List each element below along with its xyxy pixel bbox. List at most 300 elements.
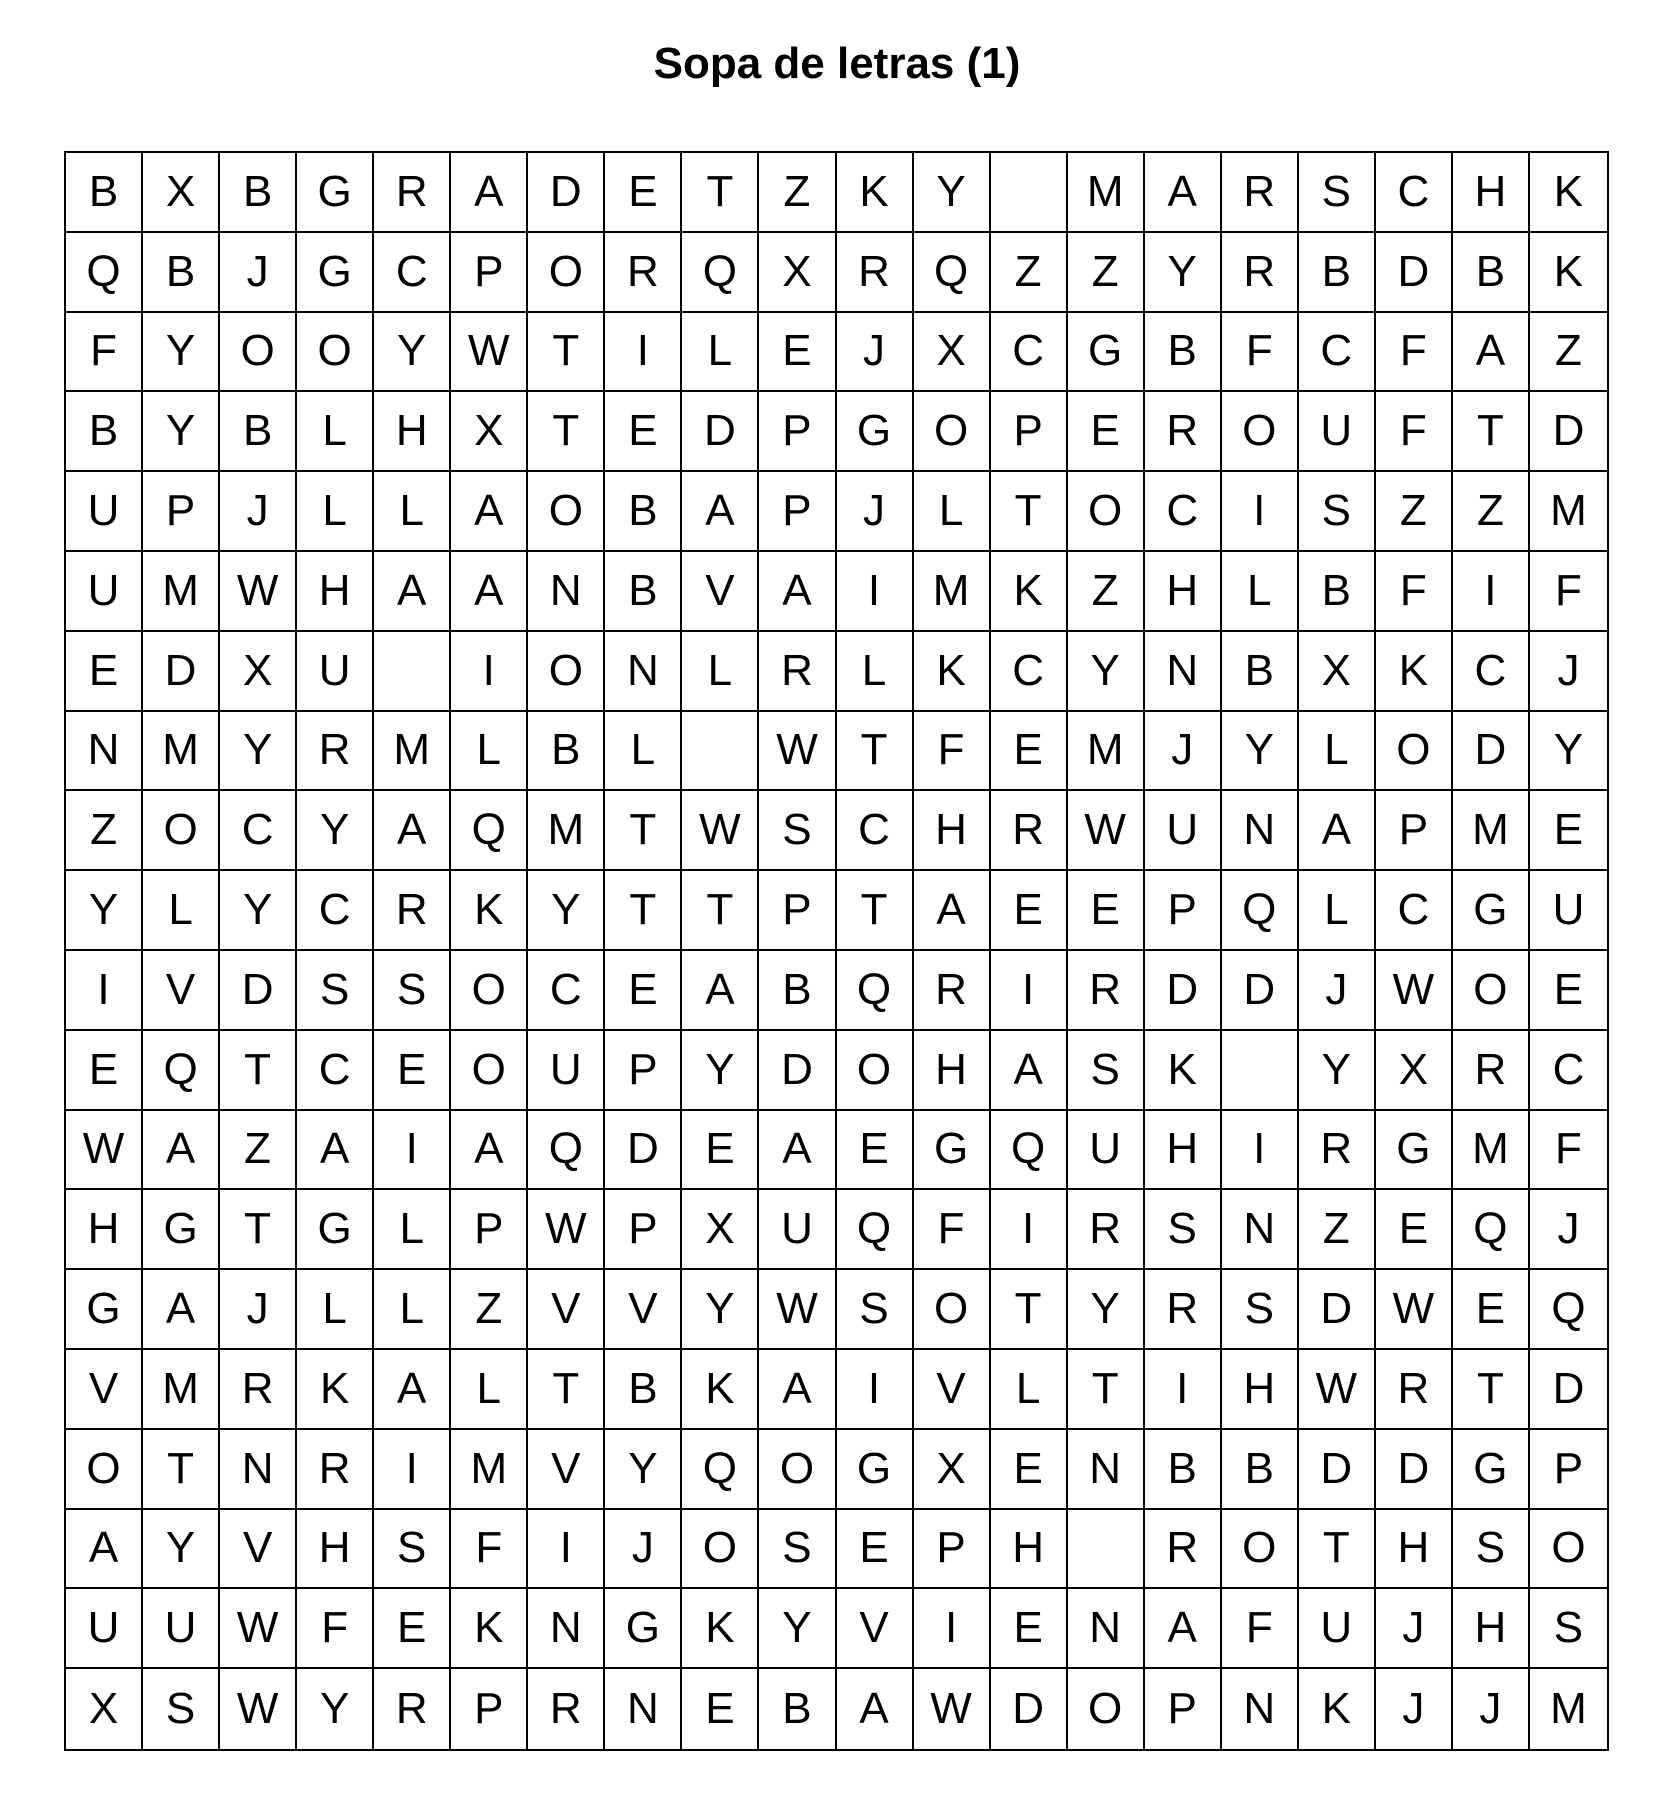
grid-cell[interactable]: E bbox=[374, 1031, 451, 1111]
grid-cell[interactable]: R bbox=[1068, 1190, 1145, 1270]
grid-cell[interactable]: X bbox=[66, 1669, 143, 1749]
grid-cell[interactable]: D bbox=[1453, 712, 1530, 792]
grid-cell[interactable]: E bbox=[991, 871, 1068, 951]
grid-cell[interactable]: P bbox=[605, 1031, 682, 1111]
grid-cell[interactable]: M bbox=[1068, 153, 1145, 233]
grid-cell[interactable]: D bbox=[605, 1111, 682, 1191]
grid-cell[interactable]: D bbox=[1376, 1430, 1453, 1510]
grid-cell[interactable]: Z bbox=[1068, 552, 1145, 632]
grid-cell[interactable]: V bbox=[914, 1350, 991, 1430]
grid-cell[interactable]: E bbox=[66, 1031, 143, 1111]
grid-cell[interactable]: V bbox=[682, 552, 759, 632]
grid-cell[interactable]: B bbox=[220, 392, 297, 472]
grid-cell[interactable]: Z bbox=[220, 1111, 297, 1191]
grid-cell[interactable]: I bbox=[605, 313, 682, 393]
grid-cell[interactable]: P bbox=[759, 472, 836, 552]
grid-cell[interactable]: I bbox=[991, 951, 1068, 1031]
grid-cell[interactable]: A bbox=[914, 871, 991, 951]
grid-cell[interactable]: K bbox=[1299, 1669, 1376, 1749]
grid-cell[interactable]: W bbox=[1376, 951, 1453, 1031]
grid-cell[interactable]: J bbox=[1376, 1589, 1453, 1669]
grid-cell[interactable]: D bbox=[682, 392, 759, 472]
grid-cell[interactable]: P bbox=[1145, 1669, 1222, 1749]
grid-cell[interactable]: E bbox=[759, 313, 836, 393]
grid-cell[interactable]: U bbox=[66, 472, 143, 552]
grid-cell[interactable]: N bbox=[1222, 1669, 1299, 1749]
grid-cell[interactable]: Z bbox=[759, 153, 836, 233]
grid-cell[interactable]: B bbox=[605, 1350, 682, 1430]
grid-cell[interactable]: R bbox=[1145, 1270, 1222, 1350]
grid-cell[interactable]: L bbox=[374, 1190, 451, 1270]
grid-cell[interactable]: H bbox=[914, 1031, 991, 1111]
grid-cell[interactable]: M bbox=[1453, 1111, 1530, 1191]
grid-cell[interactable]: H bbox=[297, 1510, 374, 1590]
grid-cell[interactable]: Y bbox=[1068, 1270, 1145, 1350]
grid-cell[interactable]: C bbox=[991, 313, 1068, 393]
grid-cell[interactable]: M bbox=[143, 552, 220, 632]
grid-cell[interactable]: B bbox=[66, 392, 143, 472]
grid-cell[interactable]: T bbox=[1299, 1510, 1376, 1590]
grid-cell[interactable]: F bbox=[1222, 313, 1299, 393]
grid-cell[interactable]: C bbox=[1376, 871, 1453, 951]
grid-cell[interactable]: A bbox=[682, 472, 759, 552]
grid-cell[interactable]: F bbox=[914, 1190, 991, 1270]
grid-cell[interactable]: S bbox=[1068, 1031, 1145, 1111]
grid-cell[interactable]: A bbox=[1145, 1589, 1222, 1669]
grid-cell[interactable]: J bbox=[1376, 1669, 1453, 1749]
grid-cell[interactable]: F bbox=[451, 1510, 528, 1590]
grid-cell[interactable]: K bbox=[914, 632, 991, 712]
grid-cell[interactable]: A bbox=[451, 552, 528, 632]
grid-cell[interactable]: H bbox=[1145, 1111, 1222, 1191]
grid-cell[interactable]: U bbox=[297, 632, 374, 712]
grid-cell[interactable]: Q bbox=[682, 233, 759, 313]
grid-cell[interactable]: M bbox=[1453, 791, 1530, 871]
grid-cell[interactable]: R bbox=[837, 233, 914, 313]
grid-cell[interactable]: E bbox=[605, 153, 682, 233]
grid-cell[interactable]: I bbox=[451, 632, 528, 712]
grid-cell[interactable]: Y bbox=[143, 313, 220, 393]
grid-cell[interactable]: B bbox=[66, 153, 143, 233]
grid-cell[interactable]: R bbox=[1145, 392, 1222, 472]
grid-cell[interactable]: O bbox=[297, 313, 374, 393]
grid-cell[interactable]: Q bbox=[66, 233, 143, 313]
grid-cell[interactable]: T bbox=[220, 1031, 297, 1111]
grid-cell[interactable]: Q bbox=[837, 951, 914, 1031]
grid-cell[interactable]: E bbox=[682, 1111, 759, 1191]
grid-cell[interactable]: K bbox=[1530, 153, 1607, 233]
grid-cell[interactable]: Y bbox=[1299, 1031, 1376, 1111]
grid-cell[interactable]: A bbox=[66, 1510, 143, 1590]
grid-cell[interactable]: N bbox=[1222, 1190, 1299, 1270]
grid-cell[interactable]: W bbox=[682, 791, 759, 871]
grid-cell[interactable]: E bbox=[66, 632, 143, 712]
grid-cell[interactable]: K bbox=[991, 552, 1068, 632]
grid-cell[interactable]: T bbox=[1453, 392, 1530, 472]
grid-cell[interactable]: I bbox=[1222, 1111, 1299, 1191]
grid-cell[interactable]: Q bbox=[1222, 871, 1299, 951]
grid-cell[interactable]: G bbox=[914, 1111, 991, 1191]
grid-cell[interactable]: R bbox=[297, 712, 374, 792]
grid-cell[interactable]: V bbox=[143, 951, 220, 1031]
grid-cell[interactable]: O bbox=[451, 951, 528, 1031]
grid-cell[interactable]: G bbox=[297, 233, 374, 313]
grid-cell[interactable] bbox=[374, 632, 451, 712]
grid-cell[interactable]: L bbox=[1222, 552, 1299, 632]
grid-cell[interactable]: B bbox=[1145, 1430, 1222, 1510]
grid-cell[interactable]: W bbox=[1068, 791, 1145, 871]
grid-cell[interactable]: G bbox=[1453, 871, 1530, 951]
grid-cell[interactable]: K bbox=[1530, 233, 1607, 313]
grid-cell[interactable]: T bbox=[1453, 1350, 1530, 1430]
grid-cell[interactable]: Z bbox=[451, 1270, 528, 1350]
grid-cell[interactable]: O bbox=[528, 233, 605, 313]
grid-cell[interactable]: F bbox=[66, 313, 143, 393]
grid-cell[interactable]: R bbox=[374, 153, 451, 233]
grid-cell[interactable]: U bbox=[528, 1031, 605, 1111]
grid-cell[interactable]: X bbox=[1299, 632, 1376, 712]
grid-cell[interactable]: V bbox=[528, 1270, 605, 1350]
grid-cell[interactable]: S bbox=[759, 1510, 836, 1590]
grid-cell[interactable]: Z bbox=[1068, 233, 1145, 313]
grid-cell[interactable]: S bbox=[759, 791, 836, 871]
grid-cell[interactable]: P bbox=[451, 233, 528, 313]
grid-cell[interactable]: W bbox=[1299, 1350, 1376, 1430]
grid-cell[interactable]: T bbox=[991, 472, 1068, 552]
grid-cell[interactable]: W bbox=[528, 1190, 605, 1270]
grid-cell[interactable]: T bbox=[528, 1350, 605, 1430]
grid-cell[interactable]: U bbox=[143, 1589, 220, 1669]
grid-cell[interactable]: L bbox=[451, 712, 528, 792]
grid-cell[interactable]: I bbox=[837, 1350, 914, 1430]
grid-cell[interactable]: C bbox=[1530, 1031, 1607, 1111]
grid-cell[interactable]: Z bbox=[1376, 472, 1453, 552]
grid-cell[interactable]: X bbox=[1376, 1031, 1453, 1111]
grid-cell[interactable]: E bbox=[991, 1589, 1068, 1669]
grid-cell[interactable]: H bbox=[914, 791, 991, 871]
grid-cell[interactable]: P bbox=[759, 871, 836, 951]
grid-cell[interactable]: U bbox=[66, 552, 143, 632]
grid-cell[interactable]: P bbox=[143, 472, 220, 552]
grid-cell[interactable]: A bbox=[374, 1350, 451, 1430]
grid-cell[interactable]: J bbox=[1530, 1190, 1607, 1270]
grid-cell[interactable]: B bbox=[605, 472, 682, 552]
grid-cell[interactable]: I bbox=[1222, 472, 1299, 552]
grid-cell[interactable]: J bbox=[1145, 712, 1222, 792]
grid-cell[interactable]: V bbox=[605, 1270, 682, 1350]
grid-cell[interactable]: R bbox=[1453, 1031, 1530, 1111]
grid-cell[interactable]: A bbox=[451, 472, 528, 552]
grid-cell[interactable]: N bbox=[528, 552, 605, 632]
grid-cell[interactable]: S bbox=[1453, 1510, 1530, 1590]
grid-cell[interactable]: B bbox=[759, 951, 836, 1031]
grid-cell[interactable]: O bbox=[1453, 951, 1530, 1031]
grid-cell[interactable]: X bbox=[914, 1430, 991, 1510]
grid-cell[interactable]: N bbox=[605, 1669, 682, 1749]
grid-cell[interactable]: R bbox=[1145, 1510, 1222, 1590]
grid-cell[interactable]: X bbox=[220, 632, 297, 712]
grid-cell[interactable]: T bbox=[682, 153, 759, 233]
grid-cell[interactable]: U bbox=[1299, 1589, 1376, 1669]
grid-cell[interactable]: Y bbox=[297, 1669, 374, 1749]
grid-cell[interactable]: A bbox=[837, 1669, 914, 1749]
grid-cell[interactable]: R bbox=[605, 233, 682, 313]
grid-cell[interactable]: F bbox=[914, 712, 991, 792]
grid-cell[interactable]: C bbox=[220, 791, 297, 871]
grid-cell[interactable]: V bbox=[528, 1430, 605, 1510]
grid-cell[interactable]: O bbox=[914, 392, 991, 472]
grid-cell[interactable]: Q bbox=[1530, 1270, 1607, 1350]
grid-cell[interactable]: R bbox=[914, 951, 991, 1031]
grid-cell[interactable]: C bbox=[991, 632, 1068, 712]
grid-cell[interactable]: Q bbox=[914, 233, 991, 313]
grid-cell[interactable]: S bbox=[374, 1510, 451, 1590]
grid-cell[interactable]: Q bbox=[1453, 1190, 1530, 1270]
grid-cell[interactable]: L bbox=[1299, 871, 1376, 951]
grid-cell[interactable]: H bbox=[297, 552, 374, 632]
grid-cell[interactable]: E bbox=[991, 1430, 1068, 1510]
grid-cell[interactable]: R bbox=[297, 1430, 374, 1510]
grid-cell[interactable]: W bbox=[1376, 1270, 1453, 1350]
grid-cell[interactable]: W bbox=[451, 313, 528, 393]
grid-cell[interactable]: K bbox=[297, 1350, 374, 1430]
grid-cell[interactable] bbox=[991, 153, 1068, 233]
grid-cell[interactable]: S bbox=[143, 1669, 220, 1749]
grid-cell[interactable]: I bbox=[914, 1589, 991, 1669]
grid-cell[interactable]: A bbox=[297, 1111, 374, 1191]
grid-cell[interactable]: A bbox=[759, 1111, 836, 1191]
grid-cell[interactable]: L bbox=[143, 871, 220, 951]
grid-cell[interactable]: Y bbox=[759, 1589, 836, 1669]
grid-cell[interactable]: I bbox=[374, 1430, 451, 1510]
grid-cell[interactable]: Q bbox=[682, 1430, 759, 1510]
grid-cell[interactable]: K bbox=[451, 1589, 528, 1669]
grid-cell[interactable]: Y bbox=[220, 712, 297, 792]
grid-cell[interactable]: W bbox=[66, 1111, 143, 1191]
grid-cell[interactable]: B bbox=[1299, 552, 1376, 632]
grid-cell[interactable]: M bbox=[143, 712, 220, 792]
grid-cell[interactable]: R bbox=[374, 1669, 451, 1749]
grid-cell[interactable]: I bbox=[66, 951, 143, 1031]
grid-cell[interactable]: T bbox=[837, 871, 914, 951]
grid-cell[interactable]: D bbox=[143, 632, 220, 712]
grid-cell[interactable]: M bbox=[451, 1430, 528, 1510]
grid-cell[interactable]: R bbox=[759, 632, 836, 712]
grid-cell[interactable]: Y bbox=[1068, 632, 1145, 712]
grid-cell[interactable]: A bbox=[991, 1031, 1068, 1111]
grid-cell[interactable]: G bbox=[143, 1190, 220, 1270]
grid-cell[interactable]: B bbox=[1145, 313, 1222, 393]
grid-cell[interactable]: O bbox=[682, 1510, 759, 1590]
grid-cell[interactable]: K bbox=[1376, 632, 1453, 712]
grid-cell[interactable]: Z bbox=[1453, 472, 1530, 552]
grid-cell[interactable]: F bbox=[1376, 313, 1453, 393]
grid-cell[interactable]: H bbox=[374, 392, 451, 472]
grid-cell[interactable]: X bbox=[759, 233, 836, 313]
grid-cell[interactable]: V bbox=[66, 1350, 143, 1430]
grid-cell[interactable]: R bbox=[1068, 951, 1145, 1031]
grid-cell[interactable]: C bbox=[528, 951, 605, 1031]
grid-cell[interactable]: J bbox=[1453, 1669, 1530, 1749]
grid-cell[interactable]: T bbox=[605, 791, 682, 871]
grid-cell[interactable]: S bbox=[1299, 472, 1376, 552]
grid-cell[interactable] bbox=[682, 712, 759, 792]
grid-cell[interactable]: W bbox=[220, 552, 297, 632]
grid-cell[interactable]: U bbox=[1145, 791, 1222, 871]
grid-cell[interactable]: G bbox=[605, 1589, 682, 1669]
grid-cell[interactable]: Y bbox=[220, 871, 297, 951]
grid-cell[interactable]: D bbox=[528, 153, 605, 233]
grid-cell[interactable]: O bbox=[1530, 1510, 1607, 1590]
grid-cell[interactable]: A bbox=[1145, 153, 1222, 233]
grid-cell[interactable]: W bbox=[914, 1669, 991, 1749]
grid-cell[interactable]: K bbox=[682, 1350, 759, 1430]
grid-cell[interactable]: J bbox=[220, 233, 297, 313]
grid-cell[interactable]: F bbox=[1530, 552, 1607, 632]
grid-cell[interactable]: R bbox=[1299, 1111, 1376, 1191]
grid-cell[interactable]: E bbox=[374, 1589, 451, 1669]
grid-cell[interactable]: N bbox=[1068, 1589, 1145, 1669]
grid-cell[interactable]: G bbox=[1376, 1111, 1453, 1191]
grid-cell[interactable]: U bbox=[1068, 1111, 1145, 1191]
grid-cell[interactable]: T bbox=[1068, 1350, 1145, 1430]
grid-cell[interactable]: L bbox=[914, 472, 991, 552]
grid-cell[interactable]: E bbox=[991, 712, 1068, 792]
grid-cell[interactable]: N bbox=[1145, 632, 1222, 712]
grid-cell[interactable]: V bbox=[837, 1589, 914, 1669]
grid-cell[interactable]: B bbox=[1222, 632, 1299, 712]
grid-cell[interactable]: N bbox=[66, 712, 143, 792]
grid-cell[interactable]: L bbox=[297, 472, 374, 552]
grid-cell[interactable]: C bbox=[297, 871, 374, 951]
grid-cell[interactable]: T bbox=[220, 1190, 297, 1270]
grid-cell[interactable]: Y bbox=[605, 1430, 682, 1510]
grid-cell[interactable]: M bbox=[914, 552, 991, 632]
grid-cell[interactable]: H bbox=[1222, 1350, 1299, 1430]
grid-cell[interactable]: P bbox=[1145, 871, 1222, 951]
grid-cell[interactable]: I bbox=[528, 1510, 605, 1590]
grid-cell[interactable]: R bbox=[374, 871, 451, 951]
grid-cell[interactable]: L bbox=[297, 392, 374, 472]
grid-cell[interactable]: Y bbox=[914, 153, 991, 233]
grid-cell[interactable]: W bbox=[759, 1270, 836, 1350]
grid-cell[interactable]: Z bbox=[1299, 1190, 1376, 1270]
grid-cell[interactable]: P bbox=[451, 1190, 528, 1270]
grid-cell[interactable]: R bbox=[991, 791, 1068, 871]
grid-cell[interactable]: B bbox=[605, 552, 682, 632]
grid-cell[interactable]: Z bbox=[1530, 313, 1607, 393]
grid-cell[interactable]: F bbox=[1222, 1589, 1299, 1669]
grid-cell[interactable]: K bbox=[1145, 1031, 1222, 1111]
grid-cell[interactable]: O bbox=[1376, 712, 1453, 792]
grid-cell[interactable]: U bbox=[1299, 392, 1376, 472]
grid-cell[interactable]: H bbox=[1376, 1510, 1453, 1590]
grid-cell[interactable]: I bbox=[1453, 552, 1530, 632]
grid-cell[interactable] bbox=[1222, 1031, 1299, 1111]
grid-cell[interactable]: M bbox=[528, 791, 605, 871]
grid-cell[interactable]: X bbox=[451, 392, 528, 472]
grid-cell[interactable]: F bbox=[1530, 1111, 1607, 1191]
grid-cell[interactable]: E bbox=[682, 1669, 759, 1749]
grid-cell[interactable]: G bbox=[1453, 1430, 1530, 1510]
grid-cell[interactable]: B bbox=[759, 1669, 836, 1749]
grid-cell[interactable]: F bbox=[1376, 552, 1453, 632]
grid-cell[interactable]: D bbox=[759, 1031, 836, 1111]
grid-cell[interactable]: Y bbox=[682, 1270, 759, 1350]
grid-cell[interactable]: G bbox=[837, 392, 914, 472]
grid-cell[interactable]: T bbox=[528, 392, 605, 472]
grid-cell[interactable]: B bbox=[143, 233, 220, 313]
grid-cell[interactable]: N bbox=[1222, 791, 1299, 871]
grid-cell[interactable]: K bbox=[837, 153, 914, 233]
grid-cell[interactable]: L bbox=[451, 1350, 528, 1430]
grid-cell[interactable]: W bbox=[220, 1669, 297, 1749]
grid-cell[interactable]: T bbox=[991, 1270, 1068, 1350]
grid-cell[interactable]: T bbox=[837, 712, 914, 792]
grid-cell[interactable]: N bbox=[605, 632, 682, 712]
grid-cell[interactable]: N bbox=[1068, 1430, 1145, 1510]
grid-cell[interactable]: Y bbox=[297, 791, 374, 871]
grid-cell[interactable]: S bbox=[1299, 153, 1376, 233]
grid-cell[interactable]: M bbox=[1550, 1684, 1587, 1734]
grid-cell[interactable]: P bbox=[759, 392, 836, 472]
grid-cell[interactable]: H bbox=[66, 1190, 143, 1270]
grid-cell[interactable]: A bbox=[1453, 313, 1530, 393]
grid-cell[interactable]: U bbox=[1530, 871, 1607, 951]
grid-cell[interactable]: W bbox=[220, 1589, 297, 1669]
grid-cell[interactable]: A bbox=[451, 153, 528, 233]
grid-cell[interactable]: Y bbox=[1530, 712, 1607, 792]
grid-cell[interactable]: D bbox=[991, 1669, 1068, 1749]
grid-cell[interactable]: S bbox=[1530, 1589, 1607, 1669]
grid-cell[interactable]: J bbox=[837, 313, 914, 393]
grid-cell[interactable]: C bbox=[1376, 153, 1453, 233]
grid-cell[interactable]: A bbox=[682, 951, 759, 1031]
grid-cell[interactable]: F bbox=[1376, 392, 1453, 472]
grid-cell[interactable]: C bbox=[1453, 632, 1530, 712]
grid-cell[interactable]: O bbox=[1068, 472, 1145, 552]
grid-cell[interactable]: D bbox=[1222, 951, 1299, 1031]
grid-cell[interactable]: L bbox=[374, 472, 451, 552]
grid-cell[interactable]: C bbox=[374, 233, 451, 313]
grid-cell[interactable]: B bbox=[1299, 233, 1376, 313]
grid-cell[interactable]: I bbox=[991, 1190, 1068, 1270]
grid-cell[interactable]: S bbox=[1222, 1270, 1299, 1350]
grid-cell[interactable]: F bbox=[297, 1589, 374, 1669]
grid-cell[interactable]: R bbox=[1222, 153, 1299, 233]
grid-cell[interactable]: Y bbox=[66, 871, 143, 951]
grid-cell[interactable]: L bbox=[374, 1270, 451, 1350]
grid-cell[interactable]: Q bbox=[991, 1111, 1068, 1191]
grid-cell[interactable]: A bbox=[451, 1111, 528, 1191]
grid-cell[interactable]: M bbox=[374, 712, 451, 792]
grid-cell[interactable]: M bbox=[1530, 472, 1607, 552]
grid-cell[interactable]: Q bbox=[451, 791, 528, 871]
grid-cell[interactable]: T bbox=[682, 871, 759, 951]
grid-cell[interactable]: Y bbox=[143, 392, 220, 472]
grid-cell[interactable]: T bbox=[143, 1430, 220, 1510]
grid-cell[interactable]: G bbox=[837, 1430, 914, 1510]
grid-cell[interactable]: A bbox=[374, 791, 451, 871]
grid-cell[interactable]: H bbox=[1145, 552, 1222, 632]
grid-cell[interactable]: M bbox=[143, 1350, 220, 1430]
grid-cell[interactable]: D bbox=[1299, 1430, 1376, 1510]
grid-cell[interactable]: J bbox=[1530, 632, 1607, 712]
grid-cell[interactable]: A bbox=[374, 552, 451, 632]
grid-cell[interactable]: S bbox=[374, 951, 451, 1031]
grid-cell[interactable]: Y bbox=[682, 1031, 759, 1111]
grid-cell[interactable]: C bbox=[1145, 472, 1222, 552]
